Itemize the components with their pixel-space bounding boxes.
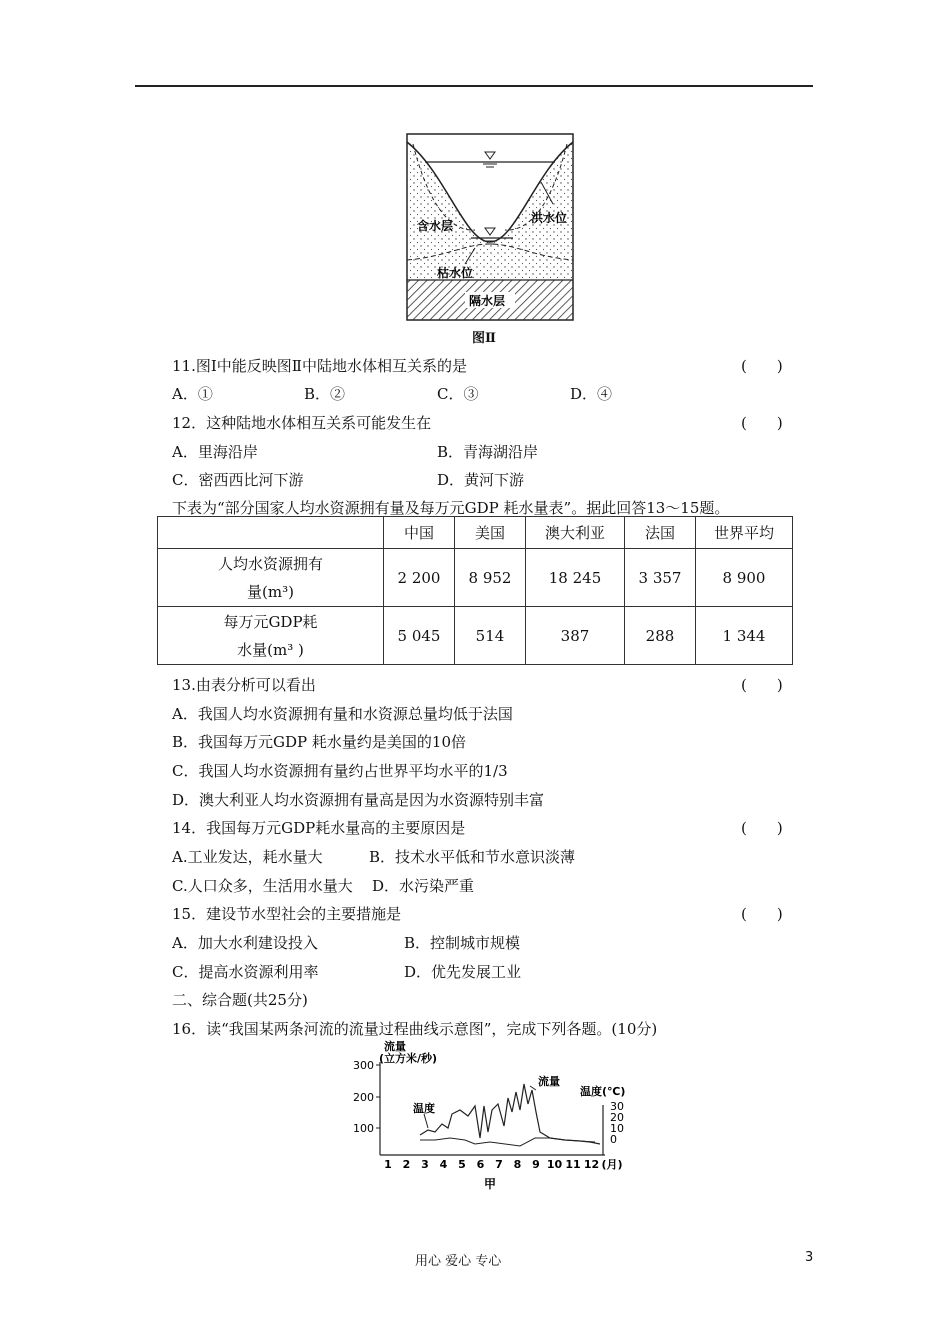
page-number: 3 (805, 1250, 814, 1265)
table-cell: 8 900 (696, 549, 793, 607)
row1-label-line2: 量(m³) (247, 582, 294, 601)
q14-option-c: C.人口众多，生活用水量大 (172, 877, 353, 895)
q13-option-c: C．我国人均水资源拥有量约占世界平均水平的1/3 (172, 762, 508, 780)
y-tick: 200 (353, 1091, 374, 1104)
month-tick-label: 12 (583, 1158, 600, 1171)
month-tick-label: 11 (565, 1158, 581, 1171)
q16-stem: 16．读“我国某两条河流的流量过程曲线示意图”，完成下列各题。(10分) (172, 1020, 658, 1038)
month-unit-label: (月) (601, 1158, 623, 1171)
temperature-curve (420, 1138, 595, 1146)
q15-option-c: C．提高水资源利用率 (172, 963, 319, 981)
q13-option-a: A．我国人均水资源拥有量和水资源总量均低于法国 (172, 705, 513, 723)
figure-2-caption: 图Ⅱ (472, 331, 496, 346)
q12-option-c: C．密西西比河下游 (172, 471, 304, 489)
flood-level-label: 洪水位 (531, 211, 568, 225)
q15-option-b: B．控制城市规模 (404, 934, 521, 952)
table-header-cell: 中国 (384, 517, 455, 549)
page-footer: 用心 爱心 专心 (415, 1254, 502, 1269)
q11-stem: 11.图Ⅰ中能反映图Ⅱ中陆地水体相互关系的是 (172, 357, 467, 375)
q14-option-a: A.工业发达，耗水量大 (172, 848, 323, 866)
q11-answer-blank: ( ) (741, 357, 783, 375)
q13-option-d: D．澳大利亚人均水资源拥有量高是因为水资源特别丰富 (172, 791, 545, 809)
table-cell: 8 952 (455, 549, 526, 607)
section-2-heading: 二、综合题(共25分) (172, 991, 308, 1009)
q11-option-b: B．② (304, 385, 346, 403)
dry-level-label: 枯水位 (437, 266, 474, 280)
y-tick: 100 (353, 1122, 374, 1135)
table-row (158, 607, 793, 665)
table-header-cell (158, 517, 384, 549)
figure-16-flow-chart (340, 1040, 640, 1195)
temp-tick: 30 (610, 1100, 624, 1113)
table-row-label (158, 607, 384, 665)
q12-option-d: D．黄河下游 (437, 471, 525, 489)
flow-curve (420, 1084, 600, 1144)
month-tick-label: 10 (546, 1158, 563, 1171)
q12-option-a: A．里海沿岸 (172, 443, 258, 461)
month-tick-label: 9 (532, 1158, 540, 1171)
q12-stem: 12．这种陆地水体相互关系可能发生在 (172, 414, 432, 432)
table-header-row (158, 517, 793, 549)
month-tick-label: 3 (421, 1158, 429, 1171)
row1-label-line1: 人均水资源拥有 (217, 554, 323, 573)
month-tick-label: 7 (495, 1158, 503, 1171)
q13-stem: 13.由表分析可以看出 (172, 676, 316, 694)
y-tick: 300 (353, 1059, 374, 1072)
q15-option-d: D．优先发展工业 (404, 963, 522, 981)
table-intro: 下表为“部分国家人均水资源拥有量及每万元GDP 耗水量表”。据此回答13～15题。 (172, 499, 730, 517)
q13-option-b: B．我国每万元GDP 耗水量约是美国的10倍 (172, 733, 466, 751)
header-rule (135, 85, 813, 87)
month-tick-label: 6 (476, 1158, 485, 1171)
month-ticks (384, 1158, 622, 1171)
q14-stem: 14．我国每万元GDP耗水量高的主要原因是 (172, 819, 466, 837)
q14-option-b: B．技术水平低和节水意识淡薄 (369, 848, 576, 866)
table-cell: 18 245 (526, 549, 625, 607)
q12-option-b: B．青海湖沿岸 (437, 443, 539, 461)
q13-answer-blank: ( ) (741, 676, 783, 694)
q11-option-c: C．③ (437, 385, 479, 403)
table-row (158, 549, 793, 607)
row2-label-line1: 每万元GDP耗 (223, 612, 318, 631)
temp-axis-label: 温度(℃) (580, 1085, 626, 1098)
month-tick-label: 8 (513, 1158, 522, 1171)
month-tick-label: 4 (439, 1158, 448, 1171)
flow-curve-label: 流量 (538, 1075, 560, 1088)
water-resource-table (157, 516, 793, 665)
q15-stem: 15．建设节水型社会的主要措施是 (172, 905, 402, 923)
temp-tick: 20 (610, 1111, 624, 1124)
table-cell: 3 357 (625, 549, 696, 607)
flow-axis-unit: (立方米/秒) (378, 1052, 438, 1065)
table-cell: 514 (455, 607, 526, 665)
row2-label-line2: 水量(m³ ) (237, 640, 304, 659)
temp-tick: 10 (610, 1122, 624, 1135)
table-header-cell: 美国 (455, 517, 526, 549)
flow-axis-title: 流量 (384, 1040, 406, 1053)
table-cell: 1 344 (696, 607, 793, 665)
table-cell: 288 (625, 607, 696, 665)
month-tick-label: 5 (458, 1158, 466, 1171)
q15-answer-blank: ( ) (741, 905, 783, 923)
table-header-cell: 世界平均 (696, 517, 793, 549)
month-tick-label: 2 (402, 1158, 411, 1171)
table-cell: 5 045 (384, 607, 455, 665)
q11-option-d: D．④ (570, 385, 613, 403)
month-tick-label: 1 (384, 1158, 392, 1171)
q14-option-d: D．水污染严重 (372, 877, 475, 895)
temp-tick: 0 (610, 1133, 617, 1146)
table-header-cell: 澳大利亚 (526, 517, 625, 549)
table-header-cell: 法国 (625, 517, 696, 549)
aquifer-label: 含水层 (417, 219, 454, 233)
q11-option-a: A．① (172, 385, 213, 403)
figure-16-caption: 甲 (483, 1177, 497, 1191)
figure-2-river-aquifer-diagram (405, 132, 575, 322)
impermeable-layer-label: 隔水层 (469, 294, 506, 308)
q15-option-a: A．加大水利建设投入 (172, 934, 318, 952)
table-cell: 387 (526, 607, 625, 665)
temp-curve-label: 温度 (413, 1102, 435, 1115)
q14-answer-blank: ( ) (741, 819, 783, 837)
q12-answer-blank: ( ) (741, 414, 783, 432)
table-cell: 2 200 (384, 549, 455, 607)
table-row-label (158, 549, 384, 607)
